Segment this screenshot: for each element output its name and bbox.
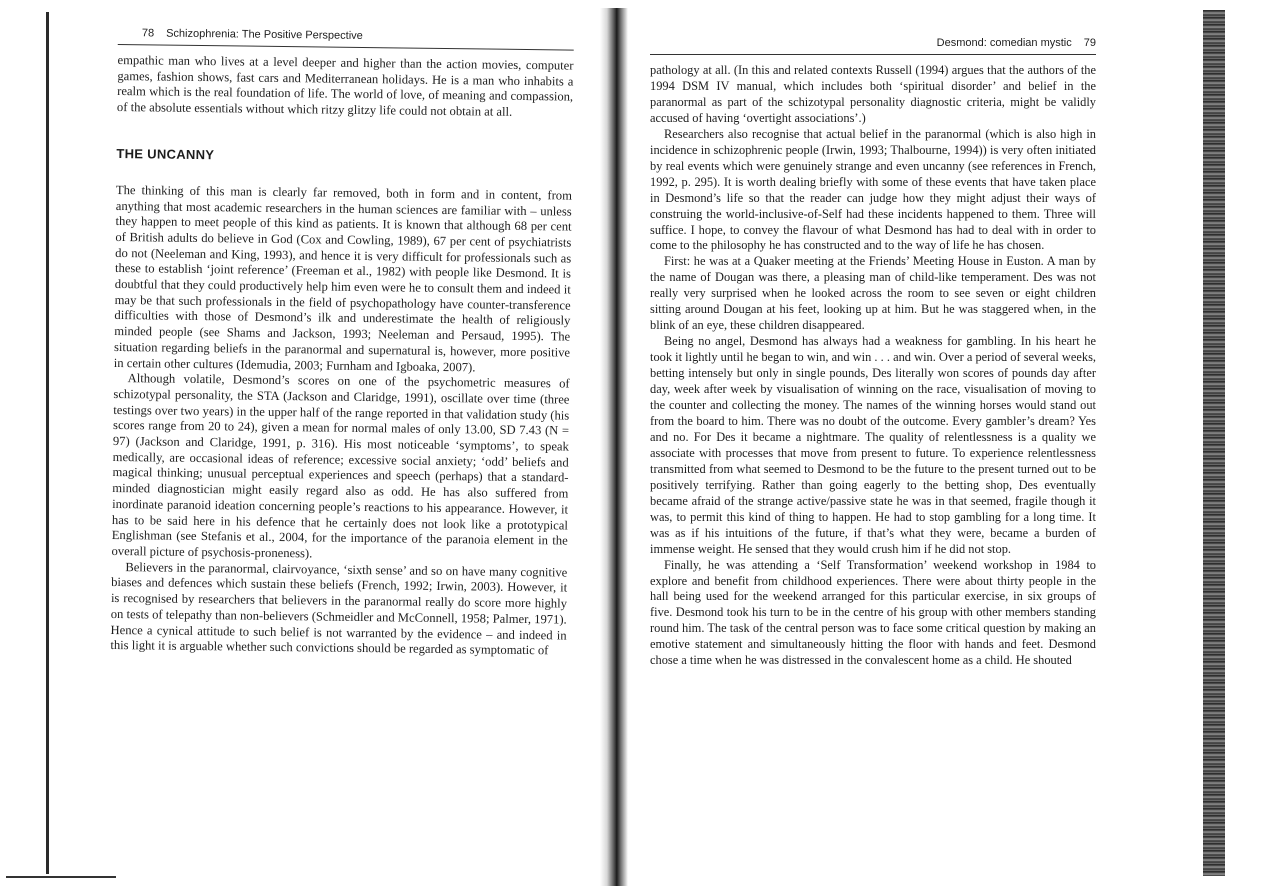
right-page: [650, 34, 1096, 874]
left-body-text: [110, 53, 573, 659]
right-running-head: [650, 34, 1096, 52]
left-paragraph-2: Although volatile, Desmond’s scores on one of the psychometric measures of schizotypal personality, the STA (Jackson and Claridge, 1991), oscillate over time (three testings over two years) in the upper half of the range reported in that validation study (his scores range from 20 to 24), given a mean for normal males of only 13.00, SD 7.43 (N = 97) (Jackson and Claridge, 1991, p. 316). His most noticeable ‘symptoms’, to speak medically, are occasional ideas of reference; excessive social anxiety; ‘odd’ beliefs and magical thinking; unusual perceptual experiences and speech (perhaps) that a standard-minded diagnostician might easily regard also as odd. He has also suffered from inordinate paranoid ideation concerning people’s reactions to his appearance. However, it has to be said here in his defence that he certainly does not look like a prototypical Englishman (see Stefanis et al., 2004, for the importance of the paranoia element in the overall picture of psychosis-proneness).: [111, 371, 570, 561]
left-paragraph-3: Believers in the paranormal, clairvoyance, ‘sixth sense’ and so on have many cognitive biases and defences which sustain these beliefs (French, 1992; Irwin, 2003). However, it is recognised by researchers that believers in the paranormal really do score more highly on tests of telepathy than non-believers (Schmeidler and McConnell, 1958; Palmer, 1971). Hence a cynical attitude to such belief is not warranted by the evidence – and indeed in this light it is arguable whether such convictions should be regarded as symptomatic of: [110, 559, 568, 658]
right-running-title: Desmond: comedian mystic: [936, 37, 1072, 49]
right-paragraph-continued: pathology at all. (In this and related contexts Russell (1994) argues that the authors of the 1994 DSM IV manual, which includes both ‘spiritual disorder’ and belief in the paranormal as part of the schizotypal personality diagnostic criteria, might be validly accused of having ‘overtight associations’.): [650, 63, 1096, 125]
book-right-edge: [1203, 10, 1225, 876]
left-running-title: Schizophrenia: The Positive Perspective: [166, 27, 363, 42]
book-left-edge: [46, 12, 49, 874]
left-page: [108, 24, 574, 880]
right-page-number: 79: [1083, 37, 1096, 49]
book-bottom-edge-mark: [6, 876, 116, 878]
left-paragraph-1: The thinking of this man is clearly far removed, both in form and in content, from anything that most academic researchers in the human sciences are familiar with – unless they happen to meet people of this kind as patients. It is known that although 68 per cent of British adults do believe in God (Cox and Cowling, 1989), 67 per cent of psychiatrists do not (Neeleman and King, 1993), and hence it is very difficult for professionals such as these to establish ‘joint reference’ (Freeman et al., 1982) with people like Desmond. It is doubtful that they could productively help him even were he to consult them and indeed it may be that such professionals in the field of psychopathology have counter-transference difficulties with those of Desmond’s ilk and underestimate the health of religiously minded people (see Shams and Jackson, 1993; Neeleman and Persaud, 1995). The situation regarding beliefs in the paranormal and supernatural is, however, more positive in certain other cultures (Idemudia, 2003; Furnham and Igboaka, 2007).: [113, 182, 573, 374]
section-heading: THE UNCANNY: [116, 145, 215, 162]
right-head-rule: [650, 54, 1096, 55]
right-body-text: [650, 63, 1096, 669]
right-paragraph-1: Researchers also recognise that actual belief in the paranormal (which is also high in incidence in schizophrenic people (Irwin, 1993; Thalbourne, 1994)) is very often initiated by real events which were genuinely strange and even uncanny (see references in French, 1992, p. 295). It is worth dealing briefly with some of these events that have taken place in Desmond’s life so that the reader can judge how they might adjust their ways of construing the world-inclusive-of-Self had these incidents happened to them. Three will suffice. I hope, to convey the flavour of what Desmond has had to deal with in order to come to the philosophy he has constructed and to the way of life he has chosen.: [650, 126, 1096, 253]
right-paragraph-2: First: he was at a Quaker meeting at the Friends’ Meeting House in Euston. A man by the name of Dougan was there, a pleasing man of child-like temperament. Des was not really very surprised when he looked across the room to see seven or eight children sitting around Dougan at his feet, looking up at him. But he was staggered when, in the blink of an eye, these children disappeared.: [650, 254, 1096, 333]
left-paragraph-intro: empathic man who lives at a level deeper and higher than the action movies, computer games, fashion shows, fast cars and Mediterranean holidays. He is a man who inhabits a realm which is the real foundation of life. The world of love, of meaning and compassion, of the absolute essentials without which ritzy glitzy life could not obtain at all.: [116, 52, 574, 119]
right-paragraph-4: Finally, he was attending a ‘Self Transformation’ weekend workshop in 1984 to explore and benefit from childhood experiences. There were about thirty people in the hall being used for the weekend arranged for this particular exercise, in six groups of five. Desmond took his turn to be in the centre of his group with other members standing round him. The task of the central person was to face some critical question by making an emotive statement and simultaneously hitting the floor with hands and feet. Desmond chose a time when he was distressed in the convalescent home as a child. He shouted: [650, 557, 1096, 668]
left-page-number: 78: [141, 27, 155, 40]
book-gutter: [600, 8, 628, 886]
right-paragraph-3: Being no angel, Desmond has always had a weakness for gambling. In his heart he took it lightly until he began to win, and win . . . and win. Over a period of several weeks, betting intensely but only in single pounds, Des literally won scores of pounds day after day, week after week by visualisation of winning on the race, visualisation of moving to the counter and collecting the money. The names of the winning horses would stand out from the board to him. There was no doubt of the outcome. Every gambler’s dream? Yes and no. For Des it became a nightmare. The quality of relentlessness is a quality we associate with processes that move from present to future. To experience relentlessness transmitted from what seemed to Desmond to be the future to the present turned out to be positively terrifying. Rather than going eagerly to the betting shop, Des eventually became afraid of the strange active/passive state he was in that seemed, fragile though it was, to permit this kind of thing to happen. He had to stop gambling for a long time. It was as if his intuitions of the future, if that’s what they were, became a burden of immense weight. He sensed that they would crush him if he did not stop.: [650, 334, 1096, 556]
